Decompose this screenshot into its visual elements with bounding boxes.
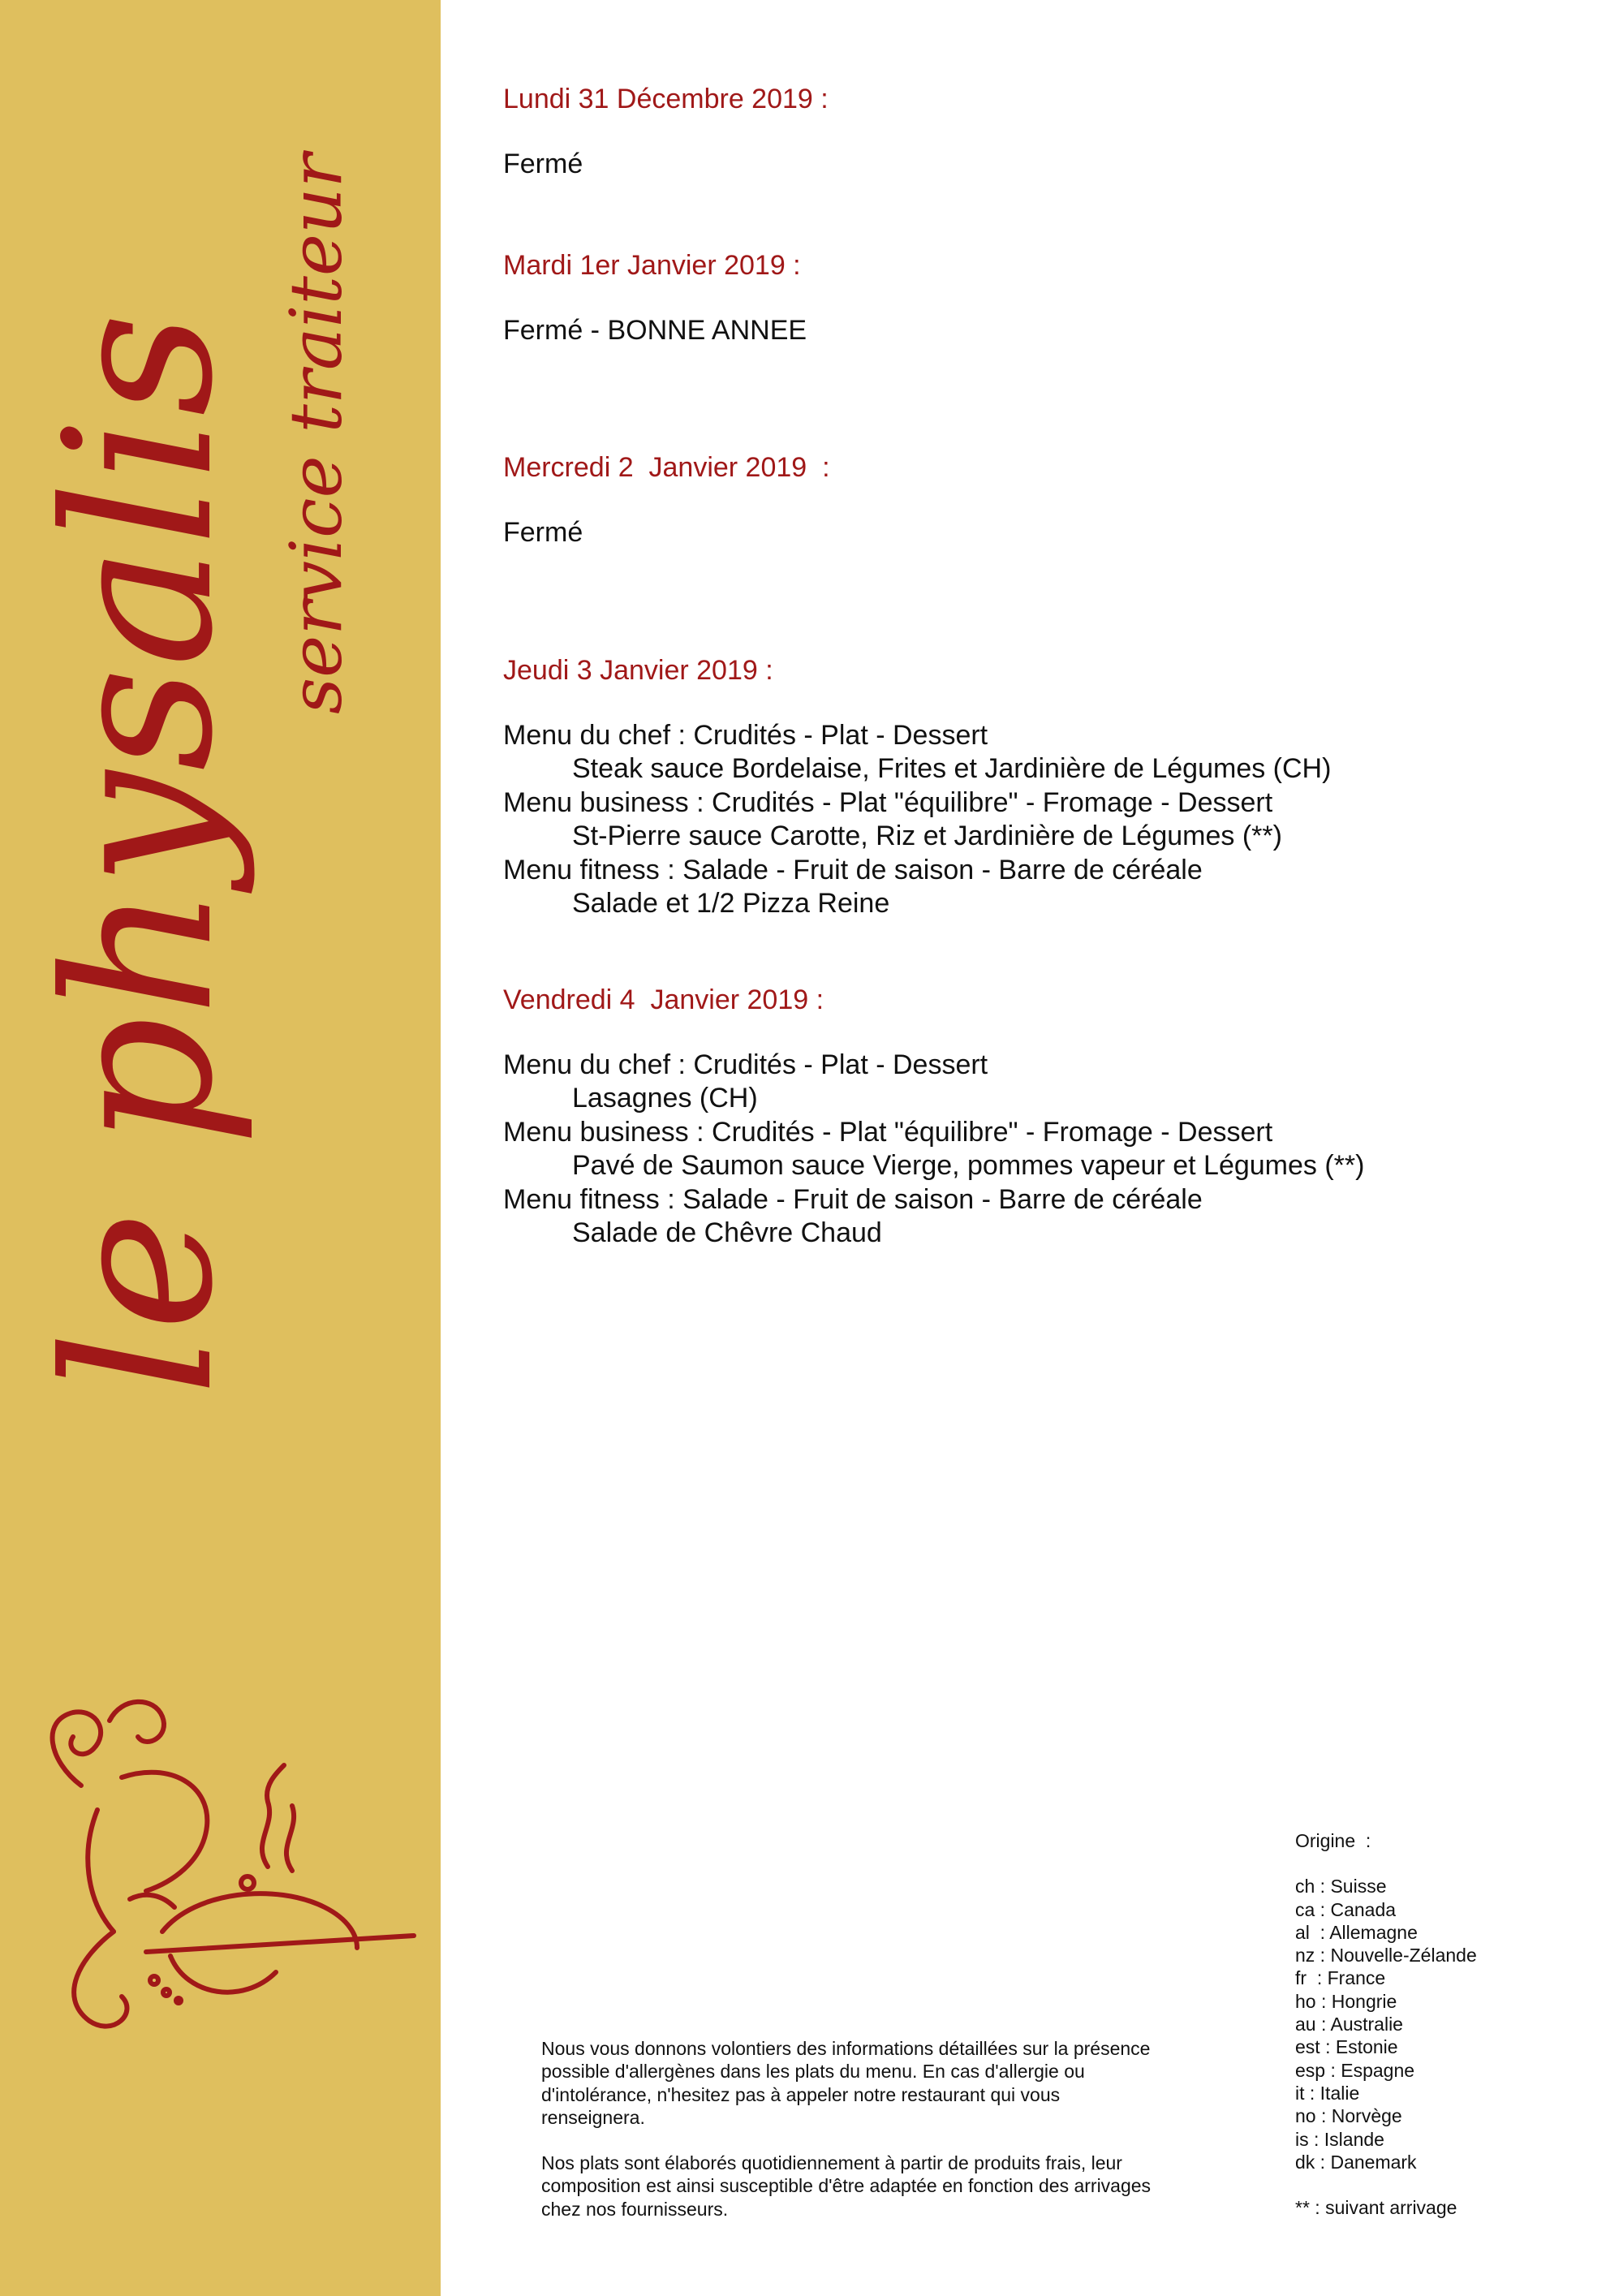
day-section	[503, 81, 1591, 182]
origin-item: ch : Suisse	[1295, 1876, 1387, 1898]
dish-line: Salade et 1/2 Pizza Reine	[572, 888, 890, 919]
menu-line: Fermé - BONNE ANNEE	[503, 314, 807, 346]
day-title: Mercredi 2 Janvier 2019 :	[503, 452, 830, 483]
origin-item: no : Norvège	[1295, 2105, 1402, 2127]
origin-item: it : Italie	[1295, 2082, 1360, 2104]
day-title: Vendredi 4 Janvier 2019 :	[503, 984, 824, 1015]
allergen-paragraph: Nous vous donnons volontiers des informations détaillées sur la présence possible d'allergènes dans les plats du menu. En cas d'allergie ou d'intolérance, n'hesitez pas à appeler notre restaurant qui vous renseignera.	[541, 2038, 1151, 2128]
day-title: Lundi 31 Décembre 2019 :	[503, 84, 829, 114]
dish-line: Pavé de Saumon sauce Vierge, pommes vapeur et Légumes (**)	[572, 1150, 1365, 1181]
dish-line: Steak sauce Bordelaise, Frites et Jardinière de Légumes (CH)	[572, 753, 1332, 784]
day-title: Mardi 1er Janvier 2019 :	[503, 249, 801, 281]
freshness-paragraph: Nos plats sont élaborés quotidiennement à partir de produits frais, leur composition est ainsi susceptible d'être adaptée en fonction des arrivages chez nos fournisseurs.	[541, 2152, 1152, 2220]
origin-item: ca : Canada	[1295, 1898, 1397, 1920]
origin-item: esp : Espagne	[1295, 2059, 1415, 2081]
menu-line: Menu business : Crudités - Plat "équilibre" - Fromage - Dessert	[503, 1116, 1273, 1148]
origin-item: fr : France	[1295, 1967, 1386, 1989]
origin-item: au : Australie	[1295, 2014, 1403, 2035]
day-body	[503, 516, 1591, 550]
day-body	[503, 1049, 1591, 1251]
origin-item: nz : Nouvelle-Zélande	[1295, 1945, 1477, 1966]
chef-cloche-illustration	[32, 1688, 422, 2045]
logo-tagline: service traiteur	[274, 153, 358, 714]
day-section	[503, 653, 1591, 921]
origin-item: dk : Danemark	[1295, 2151, 1417, 2173]
dish-line: Lasagnes (CH)	[572, 1083, 758, 1114]
day-section	[503, 982, 1591, 1251]
menu-line: Menu du chef : Crudités - Plat - Dessert	[503, 1049, 988, 1080]
origin-title: Origine :	[1295, 1830, 1371, 1851]
origin-item: est : Estonie	[1295, 2036, 1398, 2058]
day-title: Jeudi 3 Janvier 2019 :	[503, 654, 773, 686]
dish-line: St-Pierre sauce Carotte, Riz et Jardinière de Légumes (**)	[572, 821, 1282, 851]
day-section	[503, 450, 1591, 550]
menu-line: Menu fitness : Salade - Fruit de saison - Barre de céréale	[503, 1183, 1203, 1215]
brand-sidebar	[0, 0, 441, 2296]
menu-line: Menu business : Crudités - Plat "équilibre" - Fromage - Dessert	[503, 786, 1273, 818]
menu-line: Fermé	[503, 517, 583, 548]
day-body	[503, 719, 1591, 921]
day-body	[503, 148, 1591, 182]
menu-line: Menu fitness : Salade - Fruit de saison - Barre de céréale	[503, 854, 1203, 885]
allergen-note	[541, 2037, 1158, 2243]
origin-item: is : Islande	[1295, 2128, 1384, 2150]
logo-text: le physalis	[21, 312, 257, 1396]
origin-item: al : Allemagne	[1295, 1921, 1418, 1943]
day-body	[503, 314, 1591, 348]
menu-line: Fermé	[503, 149, 583, 179]
daily-menu	[503, 81, 1591, 1251]
physalis-logo	[0, 0, 441, 1396]
dish-line: Salade de Chêvre Chaud	[572, 1217, 882, 1248]
origin-item: ho : Hongrie	[1295, 1990, 1397, 2012]
origin-legend	[1295, 1829, 1604, 2219]
day-section	[503, 248, 1591, 348]
menu-line: Menu du chef : Crudités - Plat - Dessert	[503, 719, 988, 751]
origin-note: ** : suivant arrivage	[1295, 2197, 1457, 2219]
